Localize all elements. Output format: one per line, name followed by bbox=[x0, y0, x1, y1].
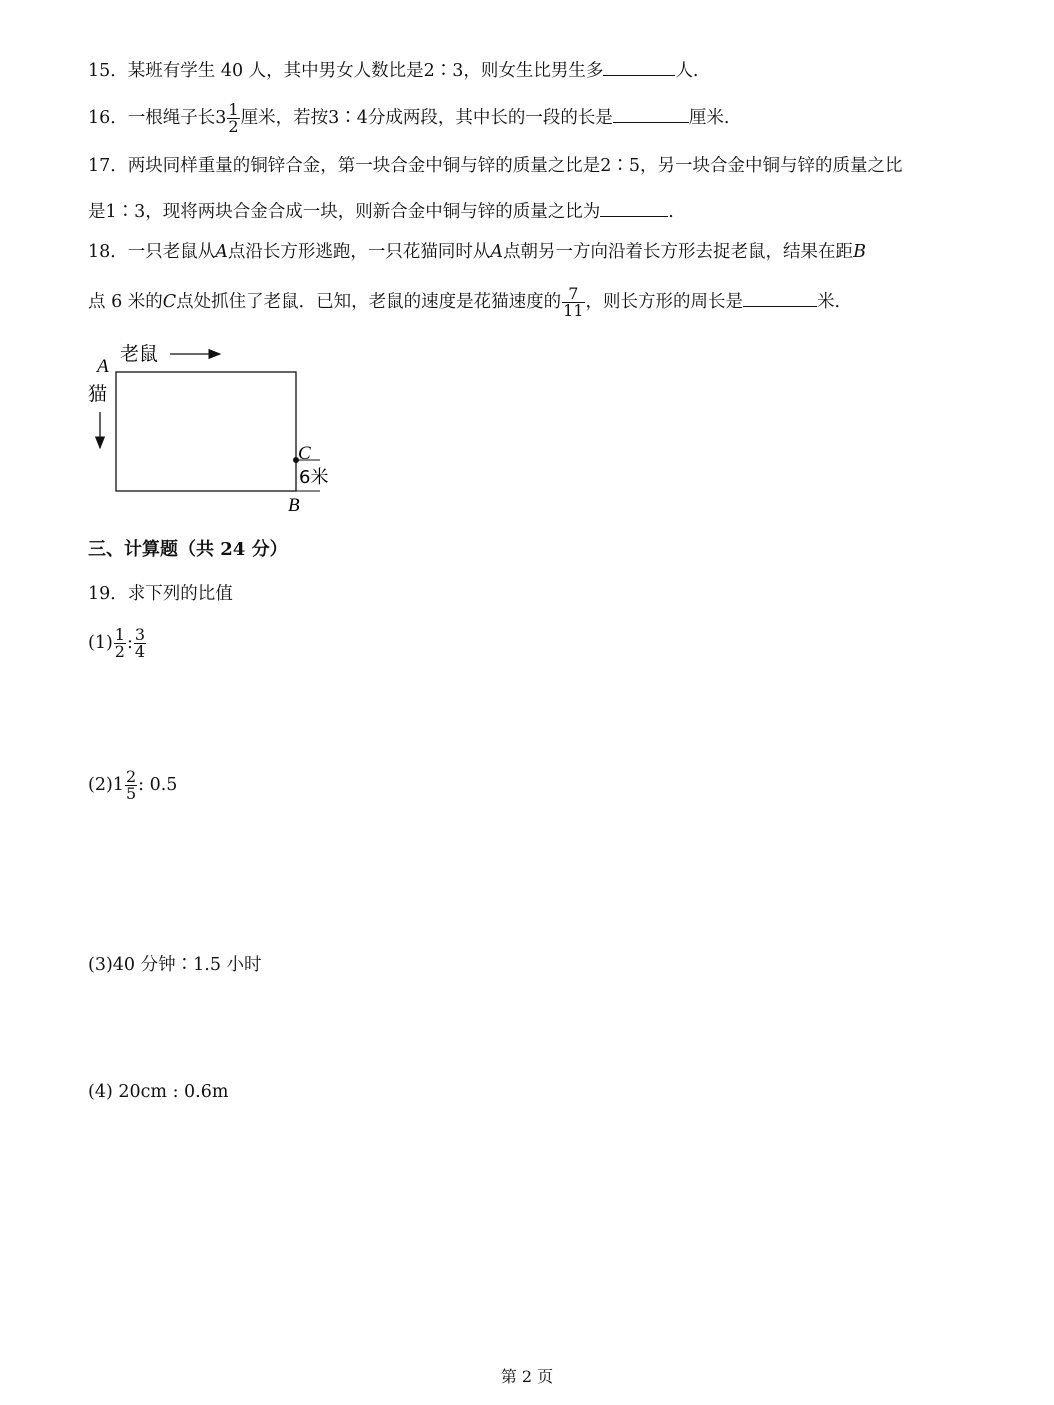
q19-p1-b-num: 3 bbox=[134, 625, 146, 644]
q19-p1-label: (1) bbox=[88, 633, 113, 653]
q19-p1-a-den: 2 bbox=[114, 642, 125, 661]
q18-frac-num: 7 bbox=[562, 286, 584, 303]
q18-answer-blank[interactable] bbox=[743, 288, 817, 307]
q15-text: 15．某班有学生 40 人，其中男女人数比是2∶3，则女生比男生多 bbox=[88, 61, 604, 81]
question-17-line-1 bbox=[88, 154, 903, 178]
q17-answer-blank[interactable] bbox=[600, 198, 668, 217]
q16-unit: 厘米. bbox=[688, 108, 730, 128]
q19-p2-den: 5 bbox=[125, 784, 137, 803]
q16-answer-blank[interactable] bbox=[613, 104, 689, 123]
q16-frac-num: 1 bbox=[228, 100, 239, 119]
q18-unit: 米. bbox=[817, 292, 841, 312]
q16-post: 厘米，若按3∶4分成两段，其中长的一段的长是 bbox=[240, 108, 613, 128]
q19-part-4: (4) 20cm : 0.6m bbox=[88, 1082, 229, 1102]
q18-point-c: C bbox=[162, 292, 177, 312]
q19-p2-num: 2 bbox=[125, 767, 137, 786]
q18-text-4: 点 6 米的 bbox=[88, 292, 163, 312]
q17-after: . bbox=[668, 202, 674, 222]
q18-point-a-2: A bbox=[490, 242, 504, 262]
q16-fraction bbox=[227, 102, 239, 135]
question-17-line-2 bbox=[88, 198, 674, 224]
q18-fraction bbox=[562, 286, 584, 319]
q19-p1-fraction-b bbox=[134, 627, 146, 660]
figure-label-a: A bbox=[97, 356, 109, 377]
q19-p1-fraction-a bbox=[114, 627, 126, 660]
q17-line2: 是1∶3，现将两块合金合成一块，则新合金中铜与锌的质量之比为 bbox=[88, 202, 601, 222]
q19-p2-label: (2) bbox=[88, 775, 113, 795]
question-19-title: 19．求下列的比值 bbox=[88, 584, 233, 604]
question-16 bbox=[88, 98, 729, 138]
figure-mouse-label: 老鼠 bbox=[120, 343, 159, 365]
q18-point-b: B bbox=[853, 242, 866, 262]
figure-distance-label: 6米 bbox=[299, 467, 329, 488]
q19-part-2 bbox=[88, 762, 177, 808]
q16-pre: 16．一根绳子长3 bbox=[88, 108, 227, 128]
section-3-heading: 三、计算题（共 24 分） bbox=[88, 539, 288, 560]
q18-text-2: 点沿长方形逃跑，一只花猫同时从 bbox=[227, 242, 491, 262]
figure-label-b: B bbox=[288, 495, 300, 516]
q17-line1: 17．两块同样重量的铜锌合金，第一块合金中铜与锌的质量之比是2∶5，另一块合金中铜与锌的质量之比 bbox=[88, 156, 903, 176]
page-number: 第 2 页 bbox=[500, 1367, 554, 1386]
q18-text-6: ，则长方形的周长是 bbox=[585, 292, 744, 312]
rectangle-path bbox=[116, 372, 296, 491]
q19-p2-whole: 1 bbox=[112, 775, 124, 795]
question-15 bbox=[88, 57, 699, 83]
q19-p2-rest: : 0.5 bbox=[138, 775, 178, 795]
q19-part-1 bbox=[88, 620, 147, 666]
q19-p1-a-num: 1 bbox=[114, 625, 125, 644]
q18-text-5: 点处抓住了老鼠．已知，老鼠的速度是花猫速度的 bbox=[176, 292, 562, 312]
q19-p2-fraction bbox=[125, 769, 137, 802]
figure-cat-label: 猫 bbox=[88, 383, 108, 405]
q18-text-3: 点朝另一方向沿着长方形去捉老鼠，结果在距 bbox=[503, 242, 854, 262]
q18-point-a: A bbox=[215, 242, 228, 262]
rectangle-figure bbox=[84, 338, 344, 518]
q19-part-3: (3)40 分钟∶1.5 小时 bbox=[88, 955, 262, 975]
figure-label-c: C bbox=[298, 443, 311, 464]
q19-p1-b-den: 4 bbox=[134, 642, 146, 661]
q18-frac-den: 11 bbox=[563, 301, 584, 320]
question-18-line-1 bbox=[88, 240, 866, 264]
q15-unit: 人. bbox=[675, 61, 699, 81]
q19-p1-sep: : bbox=[126, 633, 133, 653]
q18-text-1: 18．一只老鼠从 bbox=[88, 242, 216, 262]
question-18-line-2 bbox=[88, 282, 840, 322]
q16-frac-den: 2 bbox=[228, 117, 239, 136]
q15-answer-blank[interactable] bbox=[603, 57, 675, 76]
